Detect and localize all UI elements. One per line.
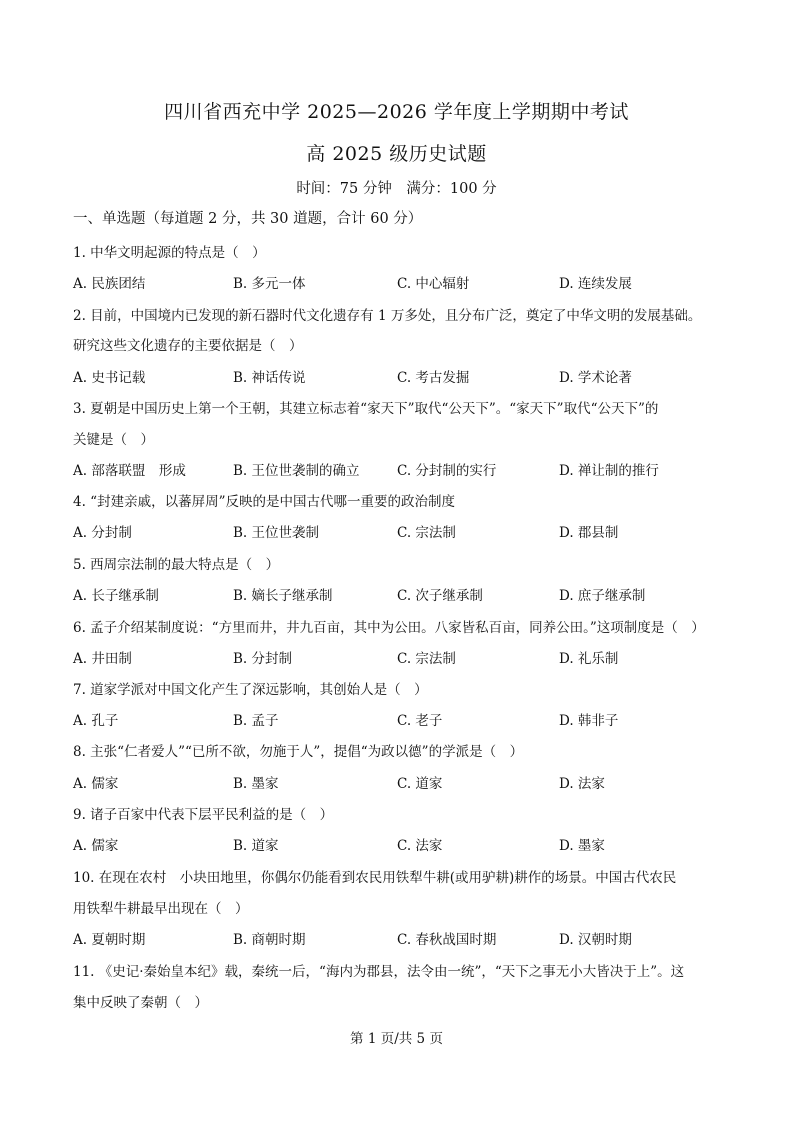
question-text: 8. 主张“仁者爱人”“已所不欲，勿施于人”，提倡“为政以德”的学派是（ ） (73, 744, 524, 760)
question-text: 5. 西周宗法制的最大特点是（ ） (73, 557, 280, 573)
question-options (73, 272, 773, 292)
option-b: B. 分封制 (233, 651, 293, 667)
option-d: D. 郡县制 (559, 525, 619, 541)
question-text: 7. 道家学派对中国文化产生了深远影响，其创始人是（ ） (73, 682, 428, 698)
option-c: C. 次子继承制 (397, 588, 483, 604)
question-options (73, 709, 773, 729)
question-text-cont: 用铁犁牛耕最早出现在（ ） (73, 901, 249, 917)
option-b: B. 商朝时期 (233, 932, 306, 948)
exam-meta: 时间：75 分钟 满分：100 分 (296, 181, 497, 197)
question-text: 9. 诸子百家中代表下层平民利益的是（ ） (73, 807, 334, 823)
question-options (73, 584, 773, 604)
option-c: C. 法家 (397, 838, 443, 854)
option-d: D. 墨家 (559, 838, 605, 854)
question-text: 1. 中华文明起源的特点是（ ） (73, 245, 266, 261)
question-text: 4. “封建亲戚，以蕃屏周”反映的是中国古代哪一重要的政治制度 (73, 494, 455, 510)
question-options (73, 521, 773, 541)
option-a: A. 部落联盟 形成 (73, 463, 186, 479)
option-b: B. 多元一体 (233, 276, 306, 292)
question-options (73, 647, 773, 667)
option-a: A. 儒家 (73, 776, 119, 792)
question-text: 3. 夏朝是中国历史上第一个王朝，其建立标志着“家天下”取代“公天下”。“家天下”取代“公天下”的 (73, 401, 659, 417)
question-text: 6. 孟子介绍某制度说：“方里而井，井九百亩，其中为公田。八家皆私百亩，同养公田。”这项制度是（ ） (73, 620, 705, 636)
option-b: B. 道家 (233, 838, 279, 854)
option-d: D. 韩非子 (559, 713, 619, 729)
question-options (73, 834, 773, 854)
option-d: D. 礼乐制 (559, 651, 619, 667)
option-d: D. 法家 (559, 776, 605, 792)
question-text-cont: 研究这些文化遗存的主要依据是（ ） (73, 338, 303, 354)
exam-subtitle: 高 2025 级历史试题 (306, 143, 487, 165)
section-heading: 一、单选题（每道题 2 分，共 30 道题，合计 60 分） (73, 211, 423, 227)
option-a: A. 长子继承制 (73, 588, 159, 604)
option-d: D. 庶子继承制 (559, 588, 646, 604)
option-a: A. 夏朝时期 (73, 932, 146, 948)
option-b: B. 墨家 (233, 776, 279, 792)
option-b: B. 嫡长子继承制 (233, 588, 333, 604)
option-d: D. 连续发展 (559, 276, 632, 292)
option-c: C. 分封制的实行 (397, 463, 497, 479)
option-b: B. 王位世袭制的确立 (233, 463, 360, 479)
option-c: C. 宗法制 (397, 525, 456, 541)
option-b: B. 神话传说 (233, 370, 306, 386)
question-text-cont: 关键是（ ） (73, 432, 154, 448)
option-a: A. 井田制 (73, 651, 132, 667)
option-c: C. 春秋战国时期 (397, 932, 497, 948)
option-c: C. 中心辐射 (397, 276, 470, 292)
option-a: A. 史书记载 (73, 370, 146, 386)
option-d: D. 学术论著 (559, 370, 632, 386)
question-text: 11. 《史记·秦始皇本纪》载，秦统一后，“海内为郡县，法令由一统”，“天下之事无小大皆决于上”。这 (73, 964, 685, 980)
option-c: C. 宗法制 (397, 651, 456, 667)
option-c: C. 老子 (397, 713, 443, 729)
question-text-cont: 集中反映了秦朝（ ） (73, 995, 208, 1011)
question-options (73, 772, 773, 792)
page-footer: 第 1 页/共 5 页 (350, 1031, 443, 1047)
option-a: A. 儒家 (73, 838, 119, 854)
question-options (73, 928, 773, 948)
option-b: B. 王位世袭制 (233, 525, 320, 541)
exam-title: 四川省西充中学 2025—2026 学年度上学期期中考试 (164, 101, 629, 123)
question-text: 2. 目前，中国境内已发现的新石器时代文化遗存有 1 万多处，且分布广泛，奠定了中华文明的发展基础。 (73, 308, 702, 324)
option-c: C. 考古发掘 (397, 370, 470, 386)
question-options (73, 459, 773, 479)
option-c: C. 道家 (397, 776, 443, 792)
question-text: 10. 在现在农村 小块田地里，你偶尔仍能看到农民用铁犁牛耕(或用驴耕)耕作的场景。中国古代农民 (73, 870, 677, 886)
option-b: B. 孟子 (233, 713, 279, 729)
option-a: A. 孔子 (73, 713, 119, 729)
option-a: A. 分封制 (73, 525, 132, 541)
option-d: D. 禅让制的推行 (559, 463, 659, 479)
question-options (73, 366, 773, 386)
option-a: A. 民族团结 (73, 276, 146, 292)
option-d: D. 汉朝时期 (559, 932, 632, 948)
